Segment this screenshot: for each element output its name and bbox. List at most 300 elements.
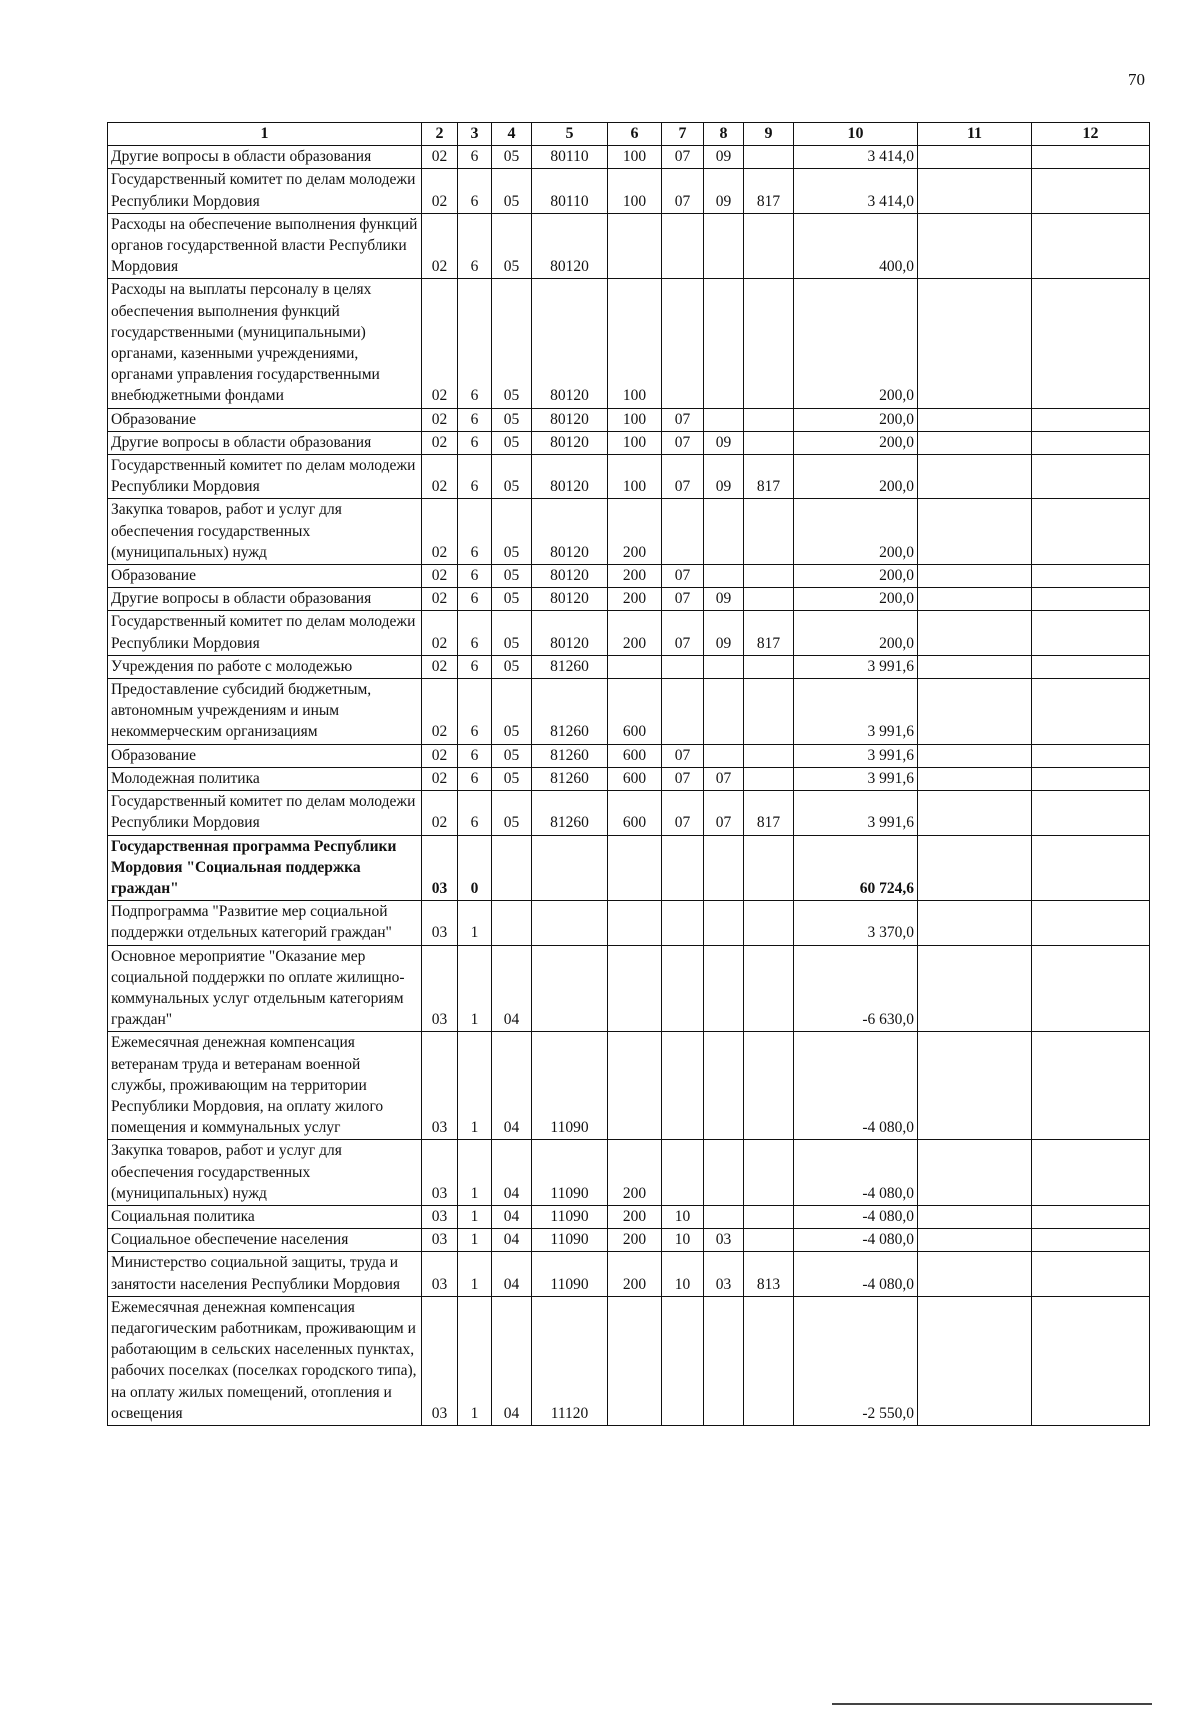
code-cell: 1 bbox=[458, 1032, 492, 1140]
header-cell: 9 bbox=[744, 123, 794, 146]
code-cell: 80120 bbox=[532, 431, 608, 454]
code-cell bbox=[608, 901, 662, 945]
code-cell: 11090 bbox=[532, 1032, 608, 1140]
amount-cell bbox=[1032, 213, 1150, 279]
code-cell: 03 bbox=[422, 1252, 458, 1296]
item-name-cell: Другие вопросы в области образования bbox=[108, 146, 422, 169]
code-cell: 1 bbox=[458, 945, 492, 1032]
code-cell bbox=[704, 213, 744, 279]
code-cell: 04 bbox=[492, 1252, 532, 1296]
amount-cell bbox=[918, 655, 1032, 678]
code-cell bbox=[704, 408, 744, 431]
code-cell: 07 bbox=[704, 791, 744, 835]
code-cell: 6 bbox=[458, 499, 492, 565]
code-cell: 02 bbox=[422, 679, 458, 745]
code-cell: 600 bbox=[608, 767, 662, 790]
amount-cell: 200,0 bbox=[794, 279, 918, 408]
amount-cell bbox=[1032, 169, 1150, 213]
table-row bbox=[108, 499, 1150, 565]
code-cell: 11090 bbox=[532, 1229, 608, 1252]
code-cell: 1 bbox=[458, 1140, 492, 1206]
header-cell: 2 bbox=[422, 123, 458, 146]
code-cell: 11090 bbox=[532, 1205, 608, 1228]
code-cell: 80110 bbox=[532, 146, 608, 169]
code-cell: 02 bbox=[422, 169, 458, 213]
amount-cell bbox=[1032, 679, 1150, 745]
header-cell: 10 bbox=[794, 123, 918, 146]
code-cell: 07 bbox=[662, 169, 704, 213]
amount-cell bbox=[918, 1229, 1032, 1252]
header-cell: 8 bbox=[704, 123, 744, 146]
code-cell: 07 bbox=[662, 767, 704, 790]
code-cell bbox=[744, 1140, 794, 1206]
amount-cell bbox=[1032, 744, 1150, 767]
item-name-cell: Государственный комитет по делам молодежи Республики Мордовия bbox=[108, 455, 422, 499]
code-cell: 1 bbox=[458, 1205, 492, 1228]
code-cell: 05 bbox=[492, 408, 532, 431]
code-cell bbox=[744, 279, 794, 408]
amount-cell: -6 630,0 bbox=[794, 945, 918, 1032]
code-cell: 6 bbox=[458, 146, 492, 169]
code-cell: 07 bbox=[662, 744, 704, 767]
amount-cell bbox=[1032, 1032, 1150, 1140]
code-cell: 07 bbox=[662, 408, 704, 431]
table-row bbox=[108, 791, 1150, 835]
code-cell bbox=[704, 901, 744, 945]
amount-cell bbox=[1032, 1205, 1150, 1228]
item-name-cell: Социальное обеспечение населения bbox=[108, 1229, 422, 1252]
amount-cell bbox=[918, 679, 1032, 745]
code-cell bbox=[532, 901, 608, 945]
table-row bbox=[108, 408, 1150, 431]
code-cell bbox=[662, 901, 704, 945]
amount-cell: -4 080,0 bbox=[794, 1229, 918, 1252]
amount-cell: 60 724,6 bbox=[794, 835, 918, 901]
code-cell bbox=[704, 945, 744, 1032]
code-cell bbox=[744, 588, 794, 611]
amount-cell bbox=[918, 1252, 1032, 1296]
code-cell bbox=[704, 499, 744, 565]
amount-cell: 200,0 bbox=[794, 408, 918, 431]
code-cell bbox=[492, 901, 532, 945]
amount-cell bbox=[1032, 901, 1150, 945]
code-cell: 03 bbox=[422, 1205, 458, 1228]
table-row bbox=[108, 679, 1150, 745]
code-cell bbox=[744, 499, 794, 565]
code-cell bbox=[662, 945, 704, 1032]
item-name-cell: Другие вопросы в области образования bbox=[108, 431, 422, 454]
code-cell: 07 bbox=[662, 791, 704, 835]
code-cell: 05 bbox=[492, 499, 532, 565]
header-cell: 11 bbox=[918, 123, 1032, 146]
code-cell: 07 bbox=[662, 146, 704, 169]
code-cell: 80120 bbox=[532, 213, 608, 279]
amount-cell bbox=[918, 1296, 1032, 1425]
code-cell: 80120 bbox=[532, 588, 608, 611]
code-cell: 03 bbox=[422, 1296, 458, 1425]
code-cell bbox=[662, 835, 704, 901]
amount-cell bbox=[1032, 767, 1150, 790]
item-name-cell: Расходы на обеспечение выполнения функций органов государственной власти Республики Мордовия bbox=[108, 213, 422, 279]
table-row bbox=[108, 1205, 1150, 1228]
code-cell bbox=[662, 499, 704, 565]
amount-cell bbox=[918, 767, 1032, 790]
amount-cell bbox=[918, 565, 1032, 588]
code-cell: 05 bbox=[492, 455, 532, 499]
code-cell: 11120 bbox=[532, 1296, 608, 1425]
code-cell: 81260 bbox=[532, 791, 608, 835]
code-cell: 05 bbox=[492, 744, 532, 767]
table-row bbox=[108, 835, 1150, 901]
code-cell: 80120 bbox=[532, 611, 608, 655]
item-name-cell: Ежемесячная денежная компенсация педагогическим работникам, проживающим и работающим в сельских населенных пунктах, рабочих поселках (поселках городского типа), на оплату жилых помещений, отопления и освещения bbox=[108, 1296, 422, 1425]
code-cell: 81260 bbox=[532, 655, 608, 678]
table-row bbox=[108, 1229, 1150, 1252]
code-cell bbox=[744, 146, 794, 169]
code-cell: 02 bbox=[422, 791, 458, 835]
amount-cell bbox=[918, 213, 1032, 279]
code-cell bbox=[608, 655, 662, 678]
code-cell bbox=[532, 945, 608, 1032]
code-cell bbox=[662, 655, 704, 678]
table-row bbox=[108, 565, 1150, 588]
code-cell: 6 bbox=[458, 431, 492, 454]
header-cell: 5 bbox=[532, 123, 608, 146]
code-cell: 6 bbox=[458, 565, 492, 588]
amount-cell: 3 991,6 bbox=[794, 744, 918, 767]
amount-cell bbox=[1032, 945, 1150, 1032]
code-cell: 6 bbox=[458, 408, 492, 431]
scan-edge-line bbox=[832, 1703, 1152, 1705]
code-cell: 6 bbox=[458, 655, 492, 678]
item-name-cell: Образование bbox=[108, 408, 422, 431]
code-cell: 02 bbox=[422, 279, 458, 408]
code-cell: 02 bbox=[422, 499, 458, 565]
item-name-cell: Закупка товаров, работ и услуг для обеспечения государственных (муниципальных) нужд bbox=[108, 499, 422, 565]
amount-cell bbox=[1032, 1252, 1150, 1296]
code-cell: 817 bbox=[744, 611, 794, 655]
code-cell bbox=[704, 565, 744, 588]
code-cell: 02 bbox=[422, 431, 458, 454]
code-cell: 100 bbox=[608, 279, 662, 408]
code-cell: 80120 bbox=[532, 565, 608, 588]
table-row bbox=[108, 611, 1150, 655]
code-cell: 10 bbox=[662, 1252, 704, 1296]
code-cell bbox=[744, 213, 794, 279]
amount-cell bbox=[1032, 499, 1150, 565]
item-name-cell: Учреждения по работе с молодежью bbox=[108, 655, 422, 678]
code-cell bbox=[662, 679, 704, 745]
code-cell: 09 bbox=[704, 146, 744, 169]
amount-cell bbox=[918, 1032, 1032, 1140]
code-cell: 200 bbox=[608, 565, 662, 588]
code-cell: 05 bbox=[492, 679, 532, 745]
amount-cell bbox=[1032, 279, 1150, 408]
code-cell: 1 bbox=[458, 1252, 492, 1296]
code-cell: 03 bbox=[422, 1032, 458, 1140]
code-cell: 80120 bbox=[532, 408, 608, 431]
item-name-cell: Ежемесячная денежная компенсация ветеранам труда и ветеранам военной службы, проживающим на территории Республики Мордовия, на оплату жилого помещения и коммунальных услуг bbox=[108, 1032, 422, 1140]
amount-cell bbox=[1032, 408, 1150, 431]
code-cell: 10 bbox=[662, 1205, 704, 1228]
code-cell: 1 bbox=[458, 1296, 492, 1425]
code-cell bbox=[744, 1205, 794, 1228]
code-cell: 07 bbox=[662, 611, 704, 655]
code-cell: 600 bbox=[608, 679, 662, 745]
code-cell: 81260 bbox=[532, 679, 608, 745]
item-name-cell: Расходы на выплаты персоналу в целях обеспечения выполнения функций государственными (муниципальными) органами, казенными учреждениями, органами управления государственными внебюджетными фондами bbox=[108, 279, 422, 408]
code-cell: 100 bbox=[608, 169, 662, 213]
amount-cell bbox=[1032, 1296, 1150, 1425]
code-cell bbox=[744, 565, 794, 588]
amount-cell bbox=[1032, 455, 1150, 499]
amount-cell bbox=[1032, 611, 1150, 655]
item-name-cell: Подпрограмма "Развитие мер социальной поддержки отдельных категорий граждан" bbox=[108, 901, 422, 945]
code-cell: 817 bbox=[744, 455, 794, 499]
code-cell: 200 bbox=[608, 1229, 662, 1252]
code-cell: 02 bbox=[422, 565, 458, 588]
item-name-cell: Социальная политика bbox=[108, 1205, 422, 1228]
code-cell: 0 bbox=[458, 835, 492, 901]
code-cell: 09 bbox=[704, 611, 744, 655]
item-name-cell: Предоставление субсидий бюджетным, автономным учреждениям и иным некоммерческим организациям bbox=[108, 679, 422, 745]
code-cell: 05 bbox=[492, 146, 532, 169]
table-row bbox=[108, 744, 1150, 767]
code-cell: 03 bbox=[422, 901, 458, 945]
amount-cell bbox=[1032, 835, 1150, 901]
code-cell: 02 bbox=[422, 767, 458, 790]
code-cell bbox=[744, 835, 794, 901]
amount-cell: 3 991,6 bbox=[794, 791, 918, 835]
code-cell: 6 bbox=[458, 767, 492, 790]
code-cell: 813 bbox=[744, 1252, 794, 1296]
code-cell bbox=[744, 679, 794, 745]
code-cell bbox=[744, 655, 794, 678]
amount-cell bbox=[918, 588, 1032, 611]
table-row bbox=[108, 431, 1150, 454]
code-cell: 100 bbox=[608, 431, 662, 454]
code-cell: 200 bbox=[608, 1205, 662, 1228]
code-cell: 03 bbox=[422, 835, 458, 901]
code-cell: 200 bbox=[608, 611, 662, 655]
code-cell: 11090 bbox=[532, 1140, 608, 1206]
code-cell: 10 bbox=[662, 1229, 704, 1252]
amount-cell: 200,0 bbox=[794, 431, 918, 454]
item-name-cell: Министерство социальной защиты, труда и занятости населения Республики Мордовия bbox=[108, 1252, 422, 1296]
amount-cell bbox=[918, 408, 1032, 431]
code-cell bbox=[704, 679, 744, 745]
code-cell: 817 bbox=[744, 791, 794, 835]
code-cell: 03 bbox=[704, 1252, 744, 1296]
code-cell: 02 bbox=[422, 655, 458, 678]
code-cell bbox=[662, 1032, 704, 1140]
code-cell: 07 bbox=[662, 565, 704, 588]
item-name-cell: Образование bbox=[108, 744, 422, 767]
code-cell bbox=[608, 945, 662, 1032]
code-cell: 80110 bbox=[532, 169, 608, 213]
code-cell: 07 bbox=[704, 767, 744, 790]
code-cell bbox=[532, 835, 608, 901]
amount-cell bbox=[918, 146, 1032, 169]
item-name-cell: Государственная программа Республики Мордовия "Социальная поддержка граждан" bbox=[108, 835, 422, 901]
table-row bbox=[108, 455, 1150, 499]
amount-cell: -2 550,0 bbox=[794, 1296, 918, 1425]
code-cell: 05 bbox=[492, 565, 532, 588]
amount-cell: 3 991,6 bbox=[794, 767, 918, 790]
item-name-cell: Закупка товаров, работ и услуг для обеспечения государственных (муниципальных) нужд bbox=[108, 1140, 422, 1206]
amount-cell bbox=[918, 455, 1032, 499]
code-cell: 600 bbox=[608, 791, 662, 835]
code-cell: 600 bbox=[608, 744, 662, 767]
code-cell bbox=[608, 835, 662, 901]
amount-cell bbox=[1032, 146, 1150, 169]
header-cell: 7 bbox=[662, 123, 704, 146]
amount-cell bbox=[918, 1205, 1032, 1228]
code-cell: 80120 bbox=[532, 279, 608, 408]
table-row bbox=[108, 901, 1150, 945]
table-row bbox=[108, 213, 1150, 279]
code-cell: 817 bbox=[744, 169, 794, 213]
code-cell bbox=[608, 1032, 662, 1140]
code-cell: 6 bbox=[458, 588, 492, 611]
code-cell: 05 bbox=[492, 213, 532, 279]
code-cell: 05 bbox=[492, 431, 532, 454]
amount-cell: 3 414,0 bbox=[794, 146, 918, 169]
table-row bbox=[108, 1140, 1150, 1206]
header-cell: 3 bbox=[458, 123, 492, 146]
code-cell: 05 bbox=[492, 279, 532, 408]
code-cell: 200 bbox=[608, 1252, 662, 1296]
code-cell: 100 bbox=[608, 408, 662, 431]
code-cell: 07 bbox=[662, 455, 704, 499]
code-cell: 02 bbox=[422, 611, 458, 655]
amount-cell bbox=[918, 1140, 1032, 1206]
amount-cell: 3 991,6 bbox=[794, 679, 918, 745]
code-cell bbox=[704, 1032, 744, 1140]
amount-cell bbox=[918, 791, 1032, 835]
code-cell: 02 bbox=[422, 408, 458, 431]
code-cell bbox=[744, 901, 794, 945]
code-cell bbox=[704, 1205, 744, 1228]
code-cell: 1 bbox=[458, 901, 492, 945]
table-row bbox=[108, 1252, 1150, 1296]
code-cell bbox=[704, 279, 744, 408]
amount-cell bbox=[918, 611, 1032, 655]
code-cell: 6 bbox=[458, 679, 492, 745]
amount-cell: 200,0 bbox=[794, 611, 918, 655]
code-cell: 6 bbox=[458, 213, 492, 279]
page-number: 70 bbox=[1128, 70, 1145, 89]
code-cell: 02 bbox=[422, 588, 458, 611]
item-name-cell: Государственный комитет по делам молодежи Республики Мордовия bbox=[108, 169, 422, 213]
amount-cell: 3 370,0 bbox=[794, 901, 918, 945]
code-cell: 11090 bbox=[532, 1252, 608, 1296]
amount-cell: 200,0 bbox=[794, 565, 918, 588]
amount-cell: 3 991,6 bbox=[794, 655, 918, 678]
header-cell: 12 bbox=[1032, 123, 1150, 146]
code-cell: 09 bbox=[704, 588, 744, 611]
header-cell: 6 bbox=[608, 123, 662, 146]
code-cell: 02 bbox=[422, 213, 458, 279]
code-cell: 05 bbox=[492, 791, 532, 835]
table-row bbox=[108, 945, 1150, 1032]
code-cell: 07 bbox=[662, 588, 704, 611]
code-cell: 100 bbox=[608, 455, 662, 499]
amount-cell: -4 080,0 bbox=[794, 1032, 918, 1140]
item-name-cell: Молодежная политика bbox=[108, 767, 422, 790]
code-cell: 04 bbox=[492, 1205, 532, 1228]
code-cell: 04 bbox=[492, 1140, 532, 1206]
table-body bbox=[108, 146, 1150, 1426]
code-cell: 07 bbox=[662, 431, 704, 454]
code-cell: 6 bbox=[458, 611, 492, 655]
code-cell: 02 bbox=[422, 744, 458, 767]
item-name-cell: Основное мероприятие "Оказание мер социальной поддержки по оплате жилищно-коммунальных услуг отдельным категориям граждан" bbox=[108, 945, 422, 1032]
code-cell: 05 bbox=[492, 588, 532, 611]
amount-cell bbox=[1032, 431, 1150, 454]
code-cell: 05 bbox=[492, 767, 532, 790]
code-cell bbox=[744, 408, 794, 431]
code-cell: 200 bbox=[608, 588, 662, 611]
amount-cell bbox=[918, 279, 1032, 408]
code-cell bbox=[744, 1229, 794, 1252]
code-cell bbox=[704, 655, 744, 678]
code-cell bbox=[608, 213, 662, 279]
code-cell bbox=[704, 1296, 744, 1425]
code-cell bbox=[662, 213, 704, 279]
header-cell: 1 bbox=[108, 123, 422, 146]
code-cell bbox=[744, 767, 794, 790]
code-cell: 04 bbox=[492, 945, 532, 1032]
item-name-cell: Другие вопросы в области образования bbox=[108, 588, 422, 611]
code-cell: 03 bbox=[422, 1140, 458, 1206]
code-cell: 100 bbox=[608, 146, 662, 169]
code-cell bbox=[662, 1296, 704, 1425]
amount-cell bbox=[1032, 655, 1150, 678]
code-cell: 80120 bbox=[532, 455, 608, 499]
code-cell: 03 bbox=[422, 945, 458, 1032]
header-row bbox=[108, 123, 1150, 146]
amount-cell bbox=[918, 169, 1032, 213]
amount-cell bbox=[918, 431, 1032, 454]
code-cell bbox=[608, 1296, 662, 1425]
table-row bbox=[108, 169, 1150, 213]
code-cell: 05 bbox=[492, 655, 532, 678]
code-cell: 04 bbox=[492, 1296, 532, 1425]
code-cell: 6 bbox=[458, 169, 492, 213]
amount-cell bbox=[918, 945, 1032, 1032]
code-cell bbox=[744, 945, 794, 1032]
table-row bbox=[108, 767, 1150, 790]
code-cell: 6 bbox=[458, 791, 492, 835]
code-cell: 6 bbox=[458, 744, 492, 767]
amount-cell: 3 414,0 bbox=[794, 169, 918, 213]
amount-cell: -4 080,0 bbox=[794, 1140, 918, 1206]
budget-table bbox=[107, 122, 1150, 1426]
amount-cell bbox=[1032, 791, 1150, 835]
amount-cell: 200,0 bbox=[794, 588, 918, 611]
code-cell: 81260 bbox=[532, 767, 608, 790]
item-name-cell: Образование bbox=[108, 565, 422, 588]
header-cell: 4 bbox=[492, 123, 532, 146]
table-row bbox=[108, 279, 1150, 408]
code-cell: 6 bbox=[458, 279, 492, 408]
amount-cell bbox=[918, 499, 1032, 565]
code-cell: 1 bbox=[458, 1229, 492, 1252]
code-cell: 02 bbox=[422, 146, 458, 169]
code-cell: 09 bbox=[704, 431, 744, 454]
code-cell: 81260 bbox=[532, 744, 608, 767]
